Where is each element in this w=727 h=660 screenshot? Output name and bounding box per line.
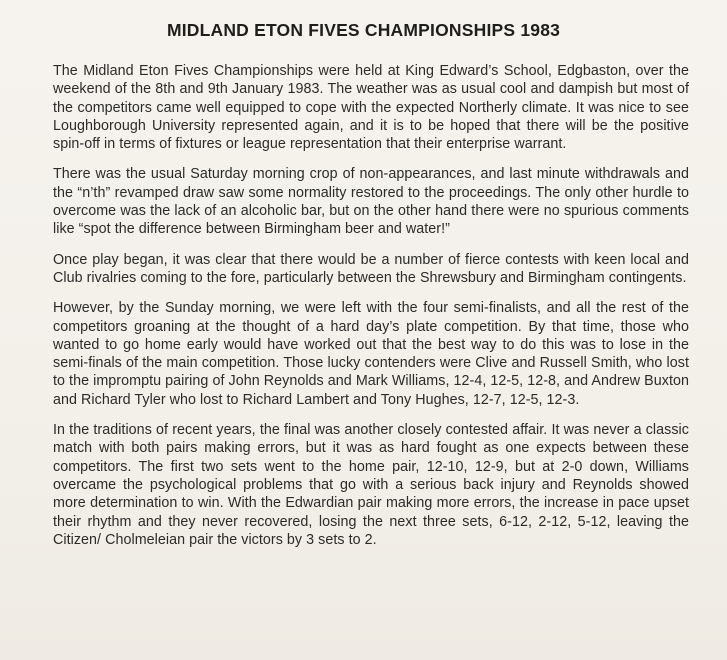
paragraph: The Midland Eton Fives Championships were held at King Edward’s School, Edgbaston, over the weekend of the 8th and 9th January 1983. The weather was as usual cool and dampish but most of the competitors came well equipped to cope with the expected Northerly climate. It was nice to see Loughborough University represented again, and it is to be hoped that there will be the positive spin-off in terms of fixtures or league representation that their enterprise warrant. [53,63,689,153]
page-title: MIDLAND ETON FIVES CHAMPIONSHIPS 1983 [166,20,561,40]
paragraph: Once play began, it was clear that there would be a number of fierce contests with keen local and Club rivalries coming to the fore, particularly between the Shrewsbury and Birmingham contingents. [53,251,689,286]
paragraph: However, by the Sunday morning, we were left with the four semi-finalists, and all the rest of the competitors groaning at the thought of a hard day’s plate competition. By that time, those who wanted to go home early would have worked out that the best way to do this was to lose in the semi-finals of the main competition. Those lucky contenders were Clive and Russell Smith, who lost to the impromptu pairing of John Reynolds and Mark Williams, 12-4, 12-5, 12-8, and Andrew Buxton and Richard Tyler who lost to Richard Lambert and Tony Hughes, 12-7, 12-5, 12-3. [53,300,689,408]
paragraph: In the traditions of recent years, the final was another closely contested affair. It was never a classic match with both pairs making errors, but it was as hard fought as one expects between these competitors. The first two sets went to the home pair, 12-10, 12-9, but at 2-0 down, Williams overcame the psychological problems that go with a serious back injury and Reynolds showed more determination to win. With the Edwardian pair making more errors, the increase in pace upset their rhythm and they never recovered, losing the next three sets, 6-12, 2-12, 5-12, leaving the Citizen/ Cholmeleian pair the victors by 3 sets to 2. [53,422,689,548]
article-body [53,62,689,560]
paragraph: There was the usual Saturday morning crop of non-appearances, and last minute withdrawals and the “n’th” revamped draw saw some normality restored to the proceedings. The only other hurdle to overcome was the lack of an alcoholic bar, but on the other hand there were no spurious comments like “spot the difference between Birmingham beer and water!” [53,166,689,238]
